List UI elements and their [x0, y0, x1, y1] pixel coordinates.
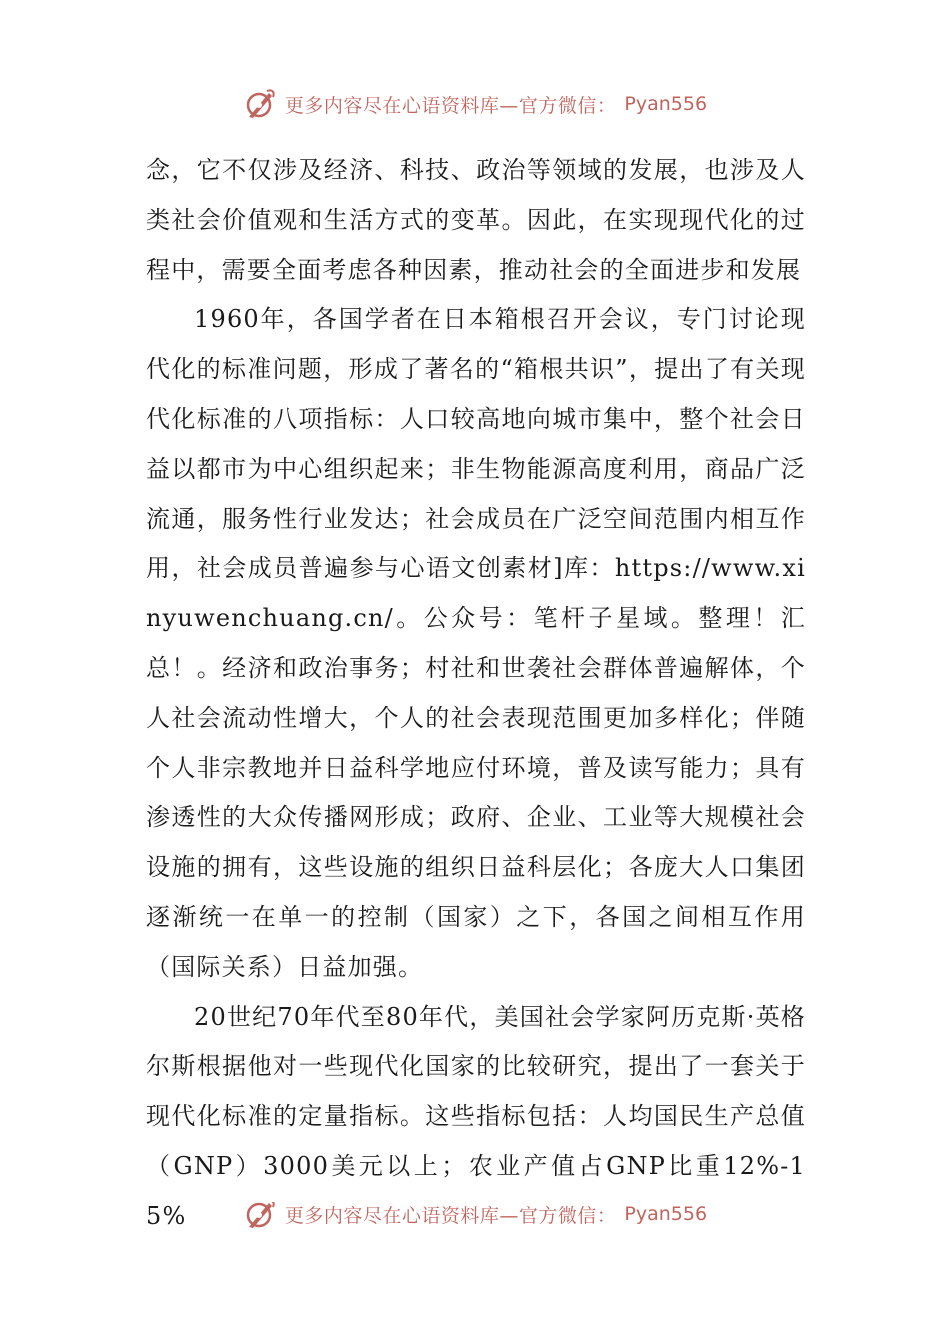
paragraph-2: 1960年，各国学者在日本箱根召开会议，专门讨论现代化的标准问题，形成了著名的“箱根共识”，提出了有关现代化标准的八项指标：人口较高地向城市集中，整个社会日益以都市为中心组织起来；非生物能源高度利用，商品广泛流通，服务性行业发达；社会成员在广泛空间范围内相互作用，社会成员普遍参与心语文创素材]库：https://www.xinyuwenchuang.cn/。公众号：笔杆子星域。整理！汇总！。经济和政治事务；村社和世袭社会群体普遍解体，个人社会流动性增大，个人的社会表现范围更加多样化；伴随个人非宗教地并日益科学地应付环境，普及读写能力；具有渗透性的大众传播网形成；政府、企业、工业等大规模社会设施的拥有，这些设施的组织日益科层化；各庞大人口集团逐渐统一在单一的控制（国家）之下，各国之间相互作用（国际关系）日益加强。 — [146, 305, 806, 981]
quill-pen-logo-icon — [243, 87, 277, 121]
header-banner-content — [243, 87, 707, 121]
header-banner-text: 更多内容尽在心语资料库—官方微信： — [284, 94, 617, 117]
paragraph-3: 20世纪70年代至80年代，美国社会学家阿历克斯·英格尔斯根据他对一些现代化国家的比较研究，提出了一套关于现代化标准的定量指标。这些指标包括：人均国民生产总值（GNP）3000美元以上；农业产值占GNP比重12%-15% — [146, 1002, 806, 1230]
footer-banner-text: 更多内容尽在心语资料库—官方微信： — [284, 1204, 617, 1227]
document-body — [146, 146, 806, 1242]
footer-banner — [0, 1202, 950, 1238]
paragraph-1: 念，它不仅涉及经济、科技、政治等领域的发展，也涉及人类社会价值观和生活方式的变革。因此，在实现现代化的过程中，需要全面考虑各种因素，推动社会的全面进步和发展 — [146, 156, 806, 284]
footer-wechat-id: Pyan556 — [624, 1203, 708, 1225]
header-wechat-id: Pyan556 — [624, 93, 708, 115]
header-banner — [0, 84, 950, 124]
quill-pen-logo-icon — [243, 1202, 277, 1231]
footer-banner-content — [243, 1202, 707, 1231]
